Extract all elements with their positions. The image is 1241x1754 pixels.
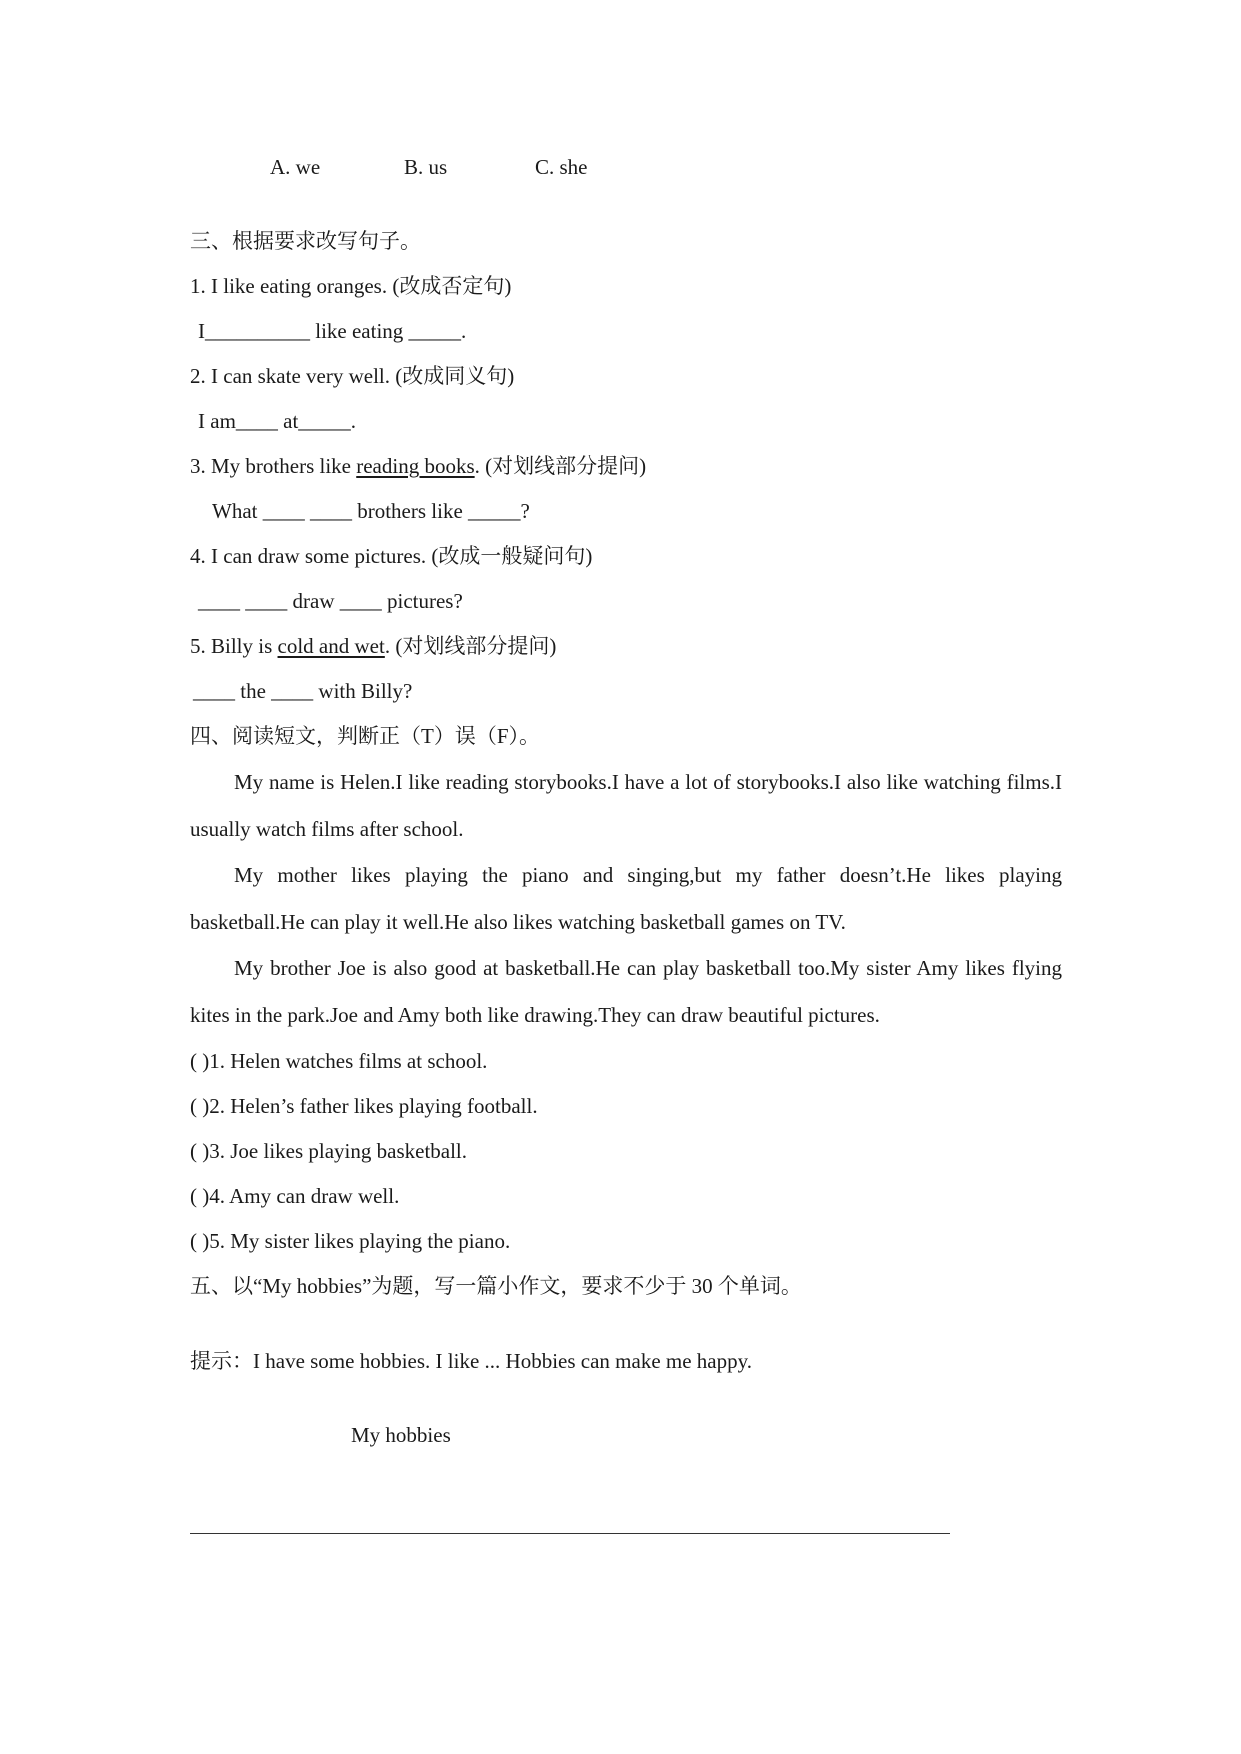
question-5 <box>190 632 556 660</box>
answer-2: I am____ at_____. <box>198 409 357 433</box>
writing-hint: 提示：I have some hobbies. I like ... Hobbies can make me happy. <box>190 1349 752 1373</box>
question-3-note: . (对划线部分提问) <box>474 454 647 478</box>
option-a: A. we <box>270 155 321 179</box>
answer-3: What ____ ____ brothers like _____? <box>212 499 530 523</box>
section-5-heading: 五、以“My hobbies”为题，写一篇小作文，要求不少于 30 个单词。 <box>190 1274 802 1298</box>
section-3-heading: 三、根据要求改写句子。 <box>190 229 421 253</box>
question-3-underlined: reading books <box>356 454 475 478</box>
answer-1: I__________ like eating _____. <box>198 319 467 343</box>
question-5-underlined: cold and wet <box>277 634 385 658</box>
question-2: 2. I can skate very well. (改成同义句) <box>190 364 515 388</box>
judge-item-5: ( )5. My sister likes playing the piano. <box>190 1229 511 1253</box>
judge-item-2: ( )2. Helen’s father likes playing football. <box>190 1094 538 1118</box>
question-3 <box>190 452 646 480</box>
option-b: B. us <box>404 155 448 179</box>
reading-paragraph-1: My name is Helen.I like reading storybooks.I have a lot of storybooks.I also like watching films.I usually watch films after school. <box>190 770 1062 841</box>
answer-4: ____ ____ draw ____ pictures? <box>198 589 463 613</box>
question-3-text: 3. My brothers like <box>190 454 357 478</box>
option-c: C. she <box>535 155 588 179</box>
question-5-note: . (对划线部分提问) <box>384 634 557 658</box>
question-4: 4. I can draw some pictures. (改成一般疑问句) <box>190 544 593 568</box>
judge-item-3: ( )3. Joe likes playing basketball. <box>190 1139 468 1163</box>
section-4-heading: 四、阅读短文，判断正（T）误（F）。 <box>190 724 541 748</box>
question-1: 1. I like eating oranges. (改成否定句) <box>190 274 512 298</box>
reading-paragraph-2: My mother likes playing the piano and singing,but my father doesn’t.He likes playing basketball.He can play it well.He also likes watching basketball games on TV. <box>190 863 1062 934</box>
reading-paragraph-3: My brother Joe is also good at basketball.He can play basketball too.My sister Amy likes flying kites in the park.Joe and Amy both like drawing.They can draw beautiful pictures. <box>190 956 1062 1027</box>
judge-item-4: ( )4. Amy can draw well. <box>190 1184 400 1208</box>
writing-line <box>190 1533 950 1534</box>
judge-item-1: ( )1. Helen watches films at school. <box>190 1049 488 1073</box>
question-5-text: 5. Billy is <box>190 634 278 658</box>
essay-title: My hobbies <box>351 1423 451 1447</box>
previous-question-options <box>270 153 588 181</box>
answer-5: ____ the ____ with Billy? <box>193 679 413 703</box>
